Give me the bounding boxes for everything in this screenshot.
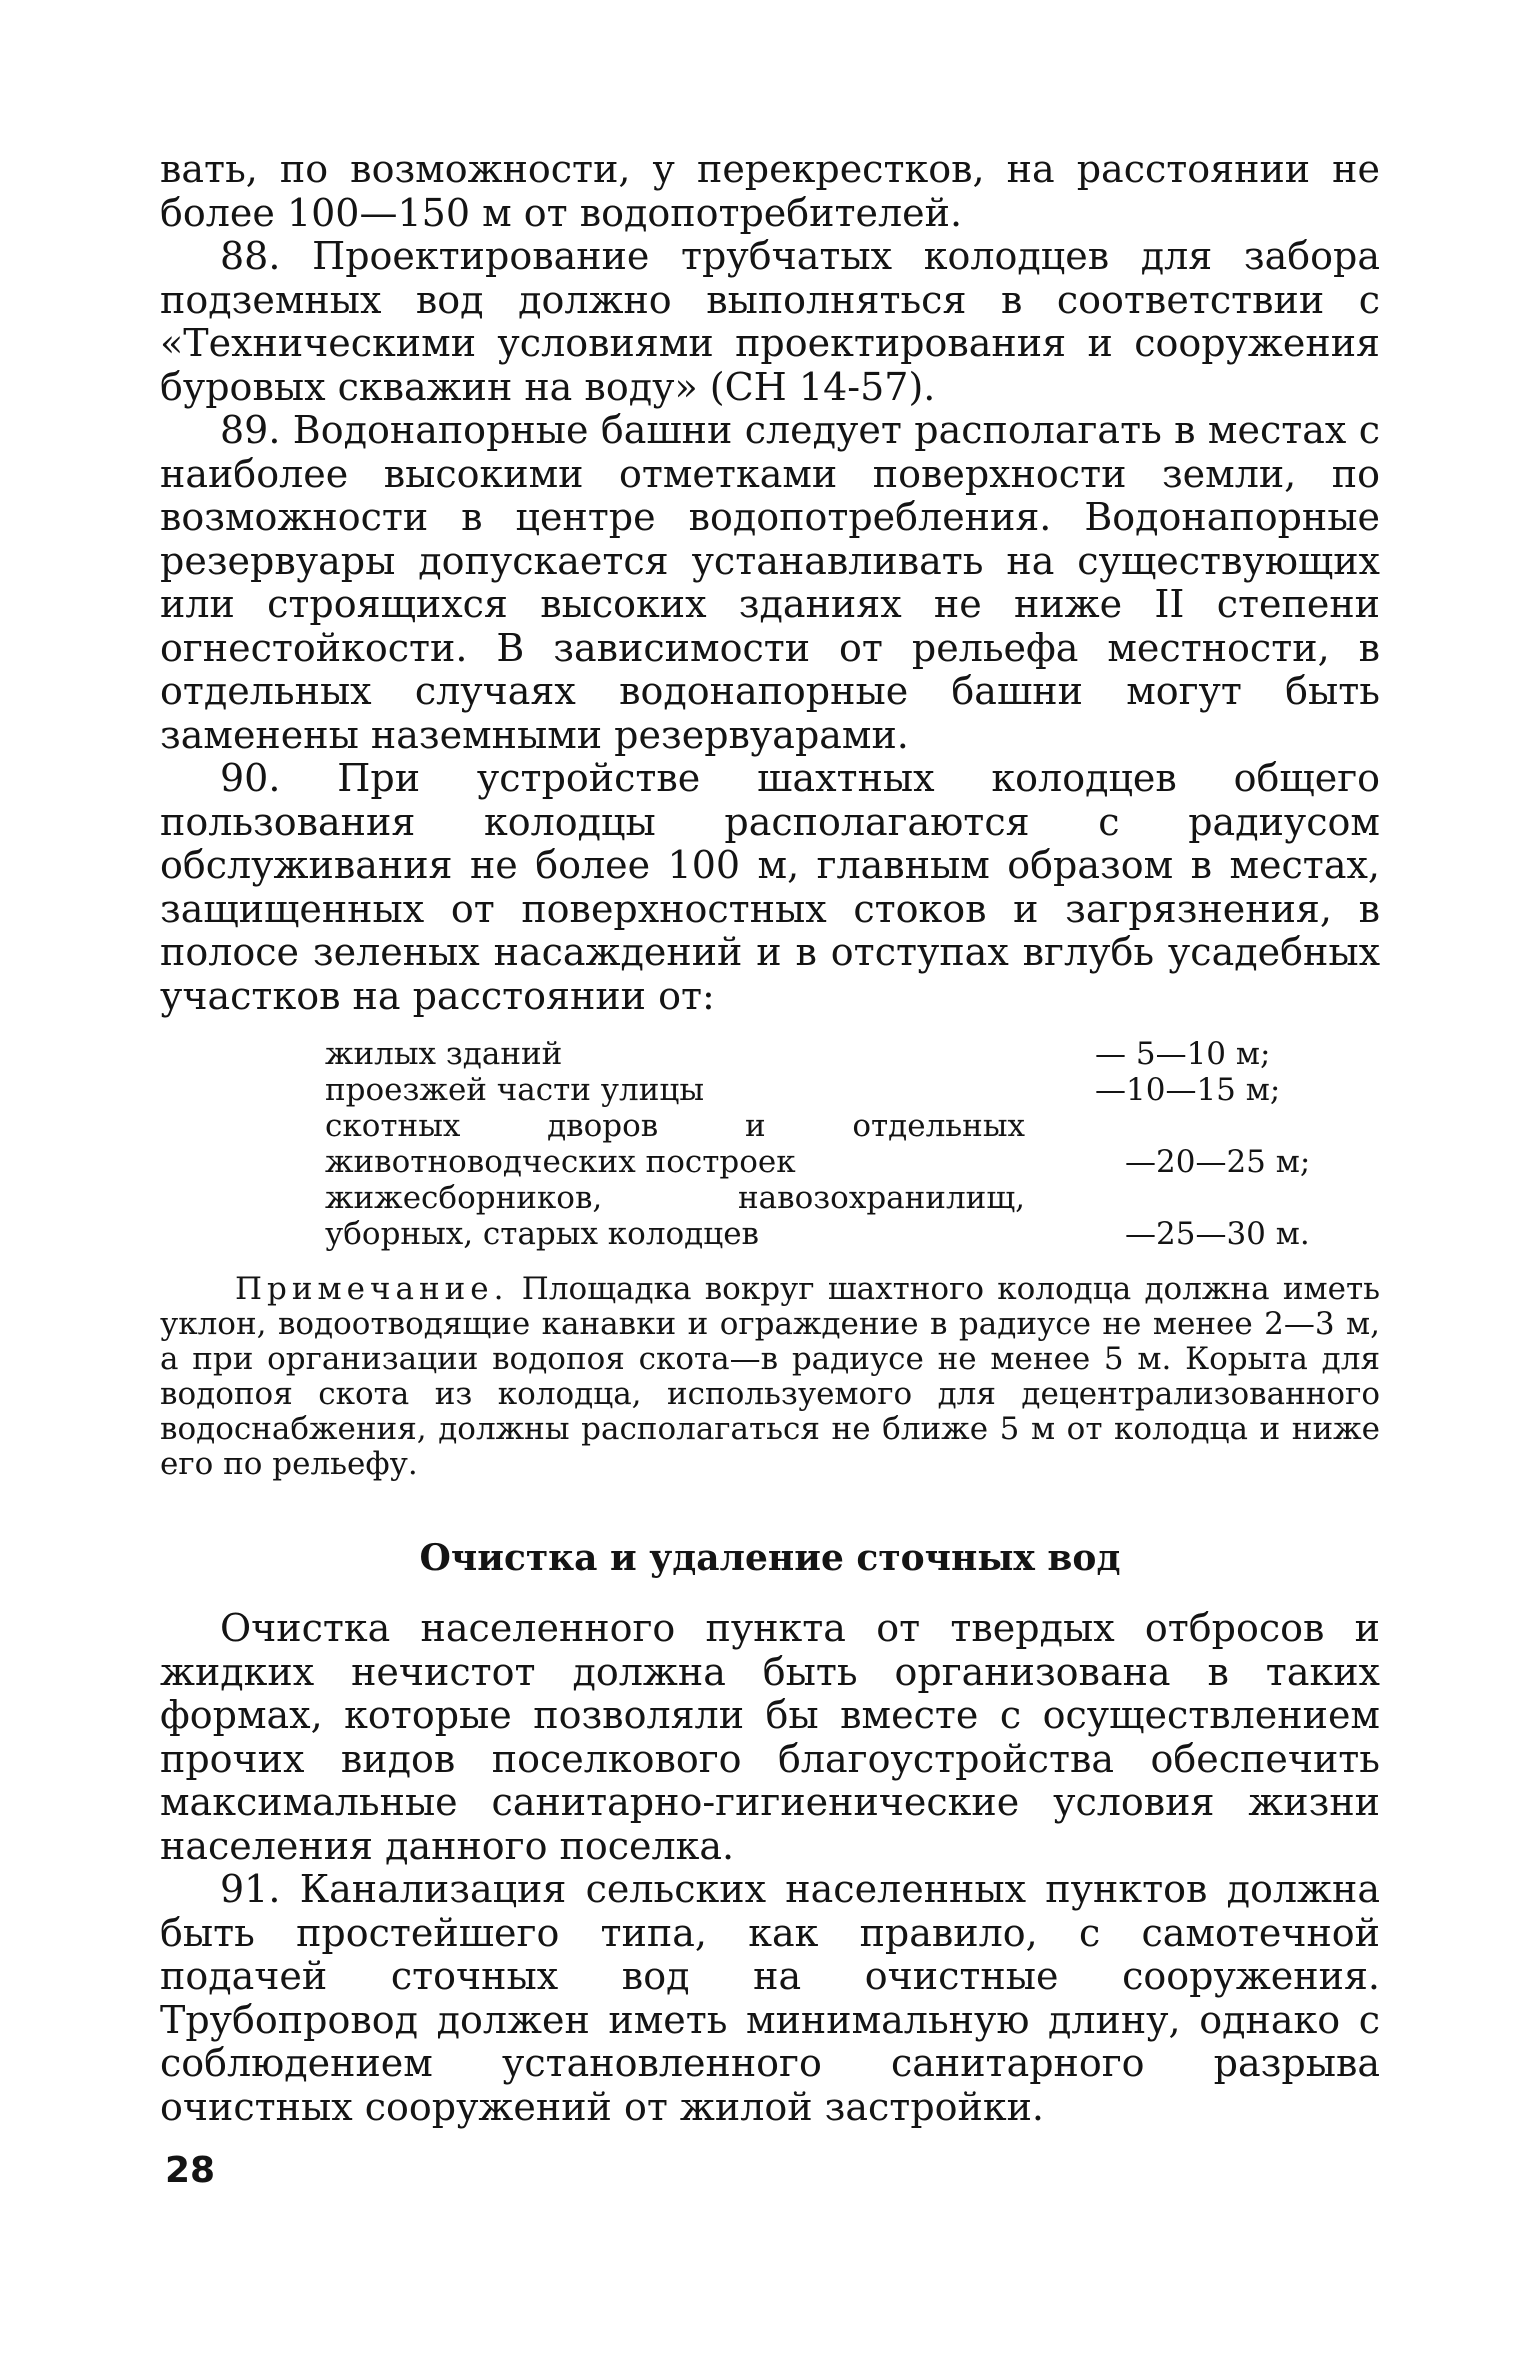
distance-value: —25—30 м. (1125, 1216, 1310, 1252)
paragraph-91: 91. Канализация сельских населенных пунктов должна быть простейшего типа, как правило, с самотечной подачей сточных вод на очистные сооружения. Трубопровод должен иметь минимальную длину, однако с соблюдением установленного санитарного разрыва очистных сооружений от жилой застройки. (160, 1867, 1380, 2129)
distance-value: — 5—10 м; (1095, 1036, 1271, 1072)
distance-label: жилых зданий (325, 1036, 563, 1072)
page-number: 28 (165, 2150, 216, 2191)
paragraph-89: 89. Водонапорные башни следует располагать в местах с наиболее высокими отметками поверхности земли, по возможности в центре водопотребления. Водонапорные резервуары допускается устанавливать на существующих или строящихся высоких зданиях не ниже II степени огнестойкости. В зависимости от рельефа местности, в отдельных случаях водонапорные башни могут быть заменены наземными резервуарами. (160, 408, 1380, 757)
distance-label: жижесборников, навозохранилищ, уборных, старых колодцев (325, 1180, 1025, 1252)
distance-label: скотных дворов и отдельных животноводческих построек (325, 1108, 1025, 1180)
note-text: Площадка вокруг шахтного колодца должна иметь уклон, водоотводящие канавки и ограждение в радиусе не менее 2—3 м, а при организации водопоя скота—в радиусе не менее 5 м. Корыта для водопоя скота из колодца, используемого для децентрализованного водоснабжения, должны располагаться не ближе 5 м от колодца и ниже его по рельефу. (160, 1271, 1380, 1482)
section-heading: Очистка и удаление сточных вод (419, 1537, 1121, 1579)
paragraph-88: 88. Проектирование трубчатых колодцев для забора подземных вод должно выполняться в соответствии с «Техническими условиями проектирования и сооружения буровых скважин на воду» (СН 14-57). (160, 234, 1380, 409)
paragraph-cleaning: Очистка населенного пункта от твердых отбросов и жидких нечистот должна быть организована в таких формах, которые позволяли бы вместе с осуществлением прочих видов поселкового благоустройства обеспечить максимальные санитарно-гигиенические условия жизни населения данного поселка. (160, 1606, 1380, 1868)
distance-row (325, 1036, 1385, 1072)
distance-row (325, 1108, 1385, 1180)
note (160, 1272, 1380, 1482)
paragraph-continuation: вать, по возможности, у перекрестков, на расстоянии не более 100—150 м от водопотребителей. (160, 147, 1380, 235)
distance-row (325, 1072, 1385, 1108)
distance-row (325, 1180, 1385, 1252)
distance-value: —20—25 м; (1125, 1144, 1311, 1180)
note-lead: Примечание. (235, 1271, 509, 1307)
distance-list (325, 1036, 1385, 1252)
paragraph-90: 90. При устройстве шахтных колодцев общего пользования колодцы располагаются с радиусом обслуживания не более 100 м, главным образом в местах, защищенных от поверхностных стоков и загрязнения, в полосе зеленых насаждений и в отступах вглубь усадебных участков на расстоянии от: (160, 756, 1380, 1018)
page-body (160, 148, 1380, 2129)
distance-value: —10—15 м; (1095, 1072, 1281, 1108)
distance-label: проезжей части улицы (325, 1072, 705, 1108)
